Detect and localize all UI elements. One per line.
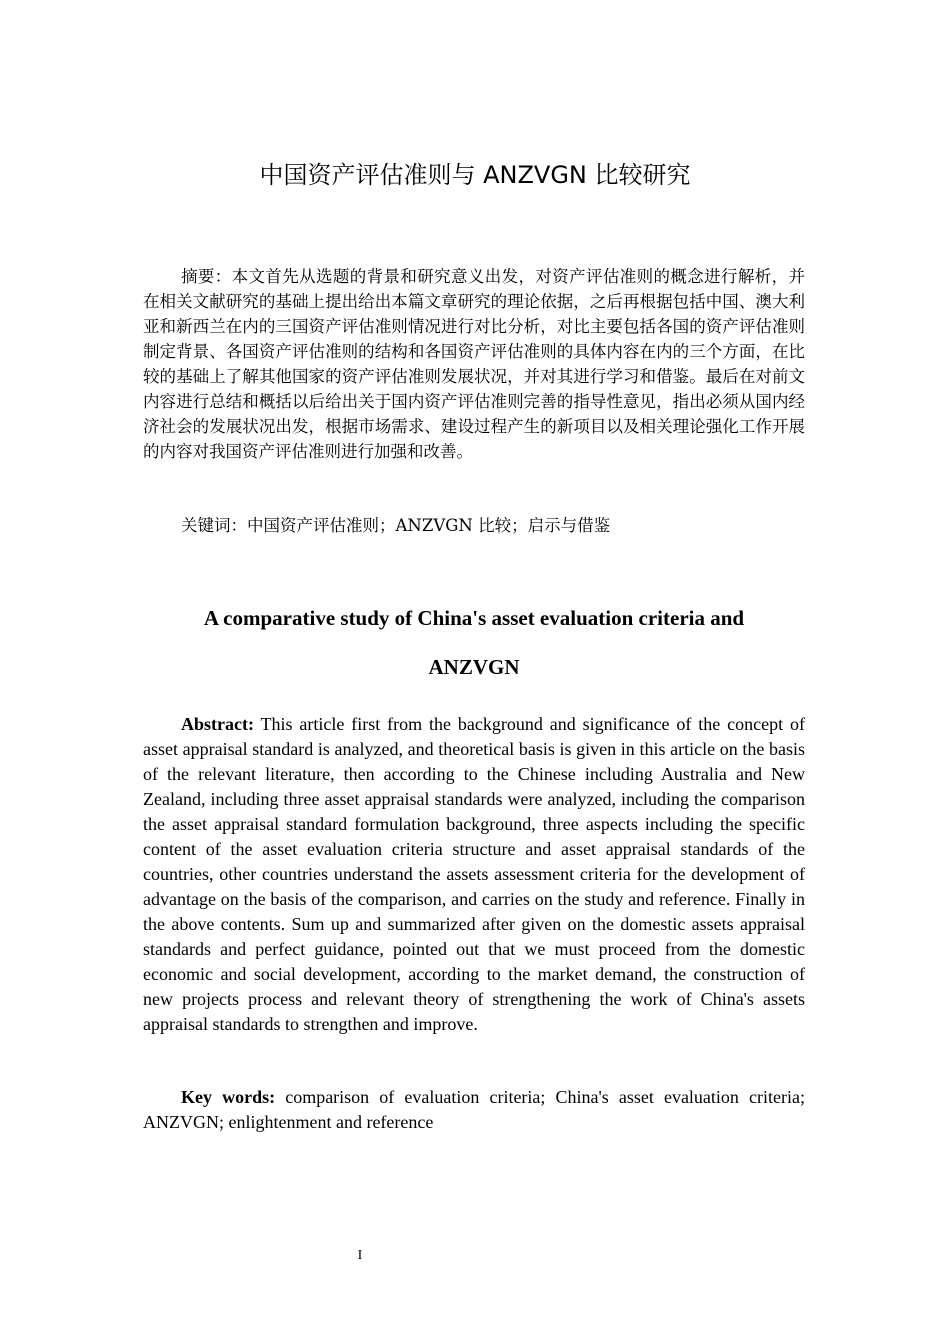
english-abstract — [143, 712, 805, 1037]
chinese-keywords-text: 中国资产评估准则；ANZVGN 比较；启示与借鉴 — [247, 516, 611, 535]
chinese-title: 中国资产评估准则与 ANZVGN 比较研究 — [259, 161, 691, 189]
page-number: I — [357, 1248, 363, 1263]
english-abstract-label: Abstract: — [181, 714, 254, 734]
english-title — [143, 597, 805, 688]
chinese-abstract-label: 摘要： — [181, 267, 232, 286]
chinese-abstract — [143, 264, 805, 464]
english-abstract-text: This article first from the background and significance of the concept of asset appraisal standard is analyzed, and theoretical basis is given in this article on the basis of the relevant literature, then according to the Chinese including Australia and New Zealand, including three asset appraisal standards were analyzed, including the comparison the asset appraisal standard formulation background, three aspects including the specific content of the asset evaluation criteria structure and asset appraisal standards of the countries, other countries understand the assets assessment criteria for the development of advantage on the basis of the comparison, and carries on the study and reference. Finally in the above contents. Sum up and summarized after given on the domestic assets appraisal standards and perfect guidance, pointed out that we must proceed from the domestic economic and social development, according to the market demand, the construction of new projects process and relevant theory of strengthening the work of China's assets appraisal standards to strengthen and improve. — [143, 714, 805, 1034]
chinese-keywords-label: 关键词： — [181, 516, 247, 535]
english-keywords-text: comparison of evaluation criteria; China's asset evaluation criteria; ANZVGN; enlightenment and reference — [143, 1087, 805, 1132]
chinese-abstract-text: 本文首先从选题的背景和研究意义出发，对资产评估准则的概念进行解析，并在相关文献研究的基础上提出给出本篇文章研究的理论依据，之后再根据包括中国、澳大利亚和新西兰在内的三国资产评估准则情况进行对比分析，对比主要包括各国的资产评估准则制定背景、各国资产评估准则的结构和各国资产评估准则的具体内容在内的三个方面，在比较的基础上了解其他国家的资产评估准则发展状况，并对其进行学习和借鉴。最后在对前文内容进行总结和概括以后给出关于国内资产评估准则完善的指导性意见，指出必须从国内经济社会的发展状况出发，根据市场需求、建设过程产生的新项目以及相关理论强化工作开展的内容对我国资产评估准则进行加强和改善。 — [143, 267, 805, 461]
chinese-keywords — [143, 513, 805, 538]
english-title-line1: A comparative study of China's asset evaluation criteria and — [203, 606, 745, 630]
english-title-line2: ANZVGN — [428, 655, 520, 679]
english-keywords — [143, 1085, 805, 1135]
english-keywords-label: Key words: — [181, 1087, 276, 1107]
